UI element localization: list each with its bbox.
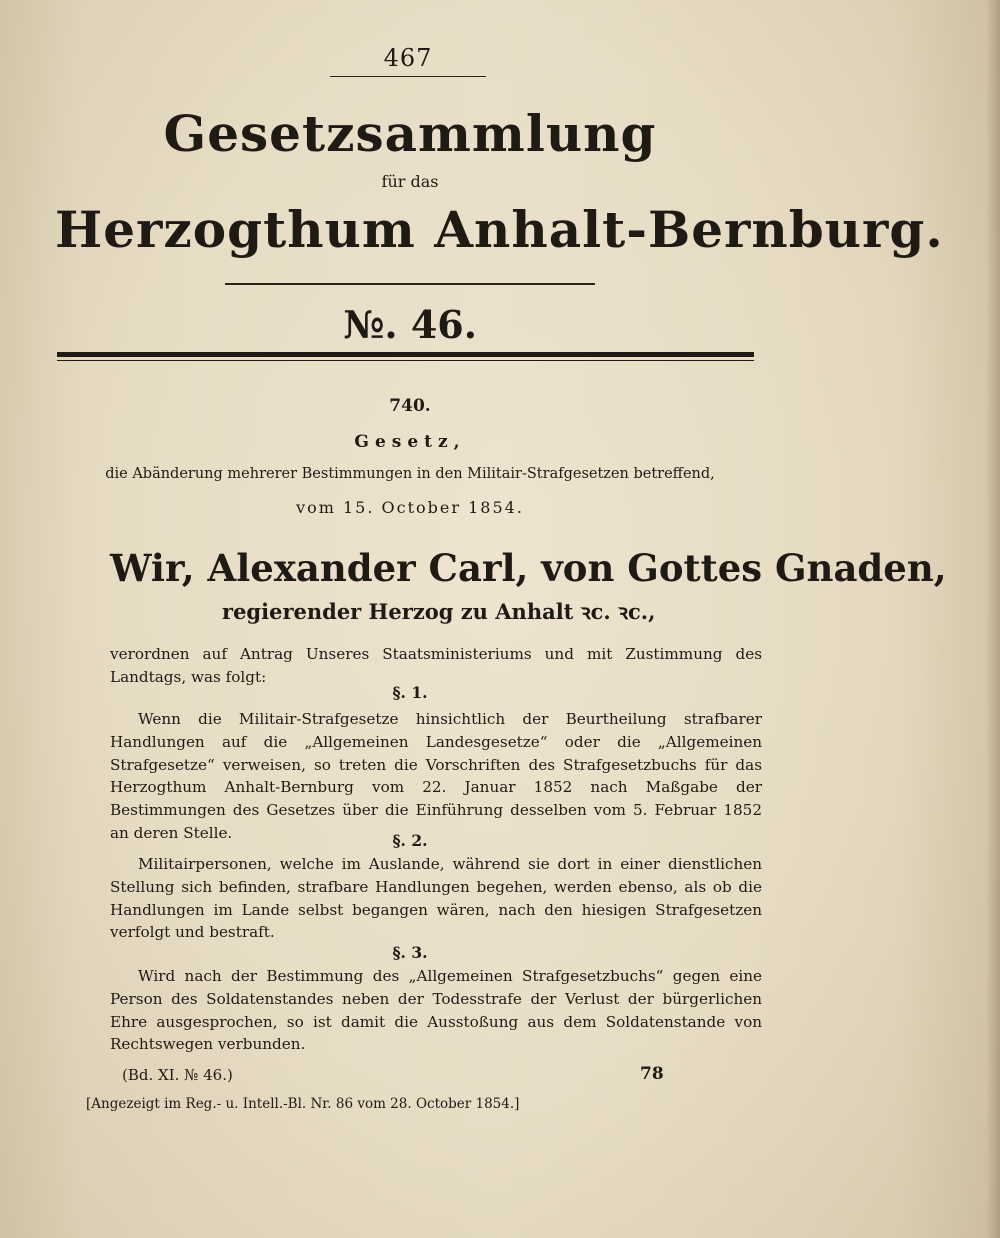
section-1-body: Wenn die Militair-Strafgesetze hinsichtlich der Beurtheilung strafbarer Handlungen auf die „Allgemeinen Landesgesetze“ oder die „Allgemeinen Strafgesetze“ verweisen, so treten die Vorschriften des Strafgesetzbuchs für das Herzogthum Anhalt-Bernburg vom 22. Januar 1852 nach Maßgabe der Bestimmungen des Gesetzes über die Einführung desselben vom 5. Februar 1852 an deren Stelle.	[110, 710, 762, 842]
publication-notice: [Angezeigt im Reg.- u. Intell.-Bl. Nr. 86 vom 28. October 1854.]	[86, 1096, 520, 1112]
title-rule	[225, 283, 595, 285]
page-number-rule	[330, 76, 486, 77]
sheet-number: 78	[640, 1064, 664, 1084]
section-2-body: Militairpersonen, welche im Auslande, während sie dort in einer dienstlichen Stellung sich befinden, strafbare Handlungen begehen, werden ebenso, als ob die Handlungen im Lande selbst begangen wären, nach den hiesigen Strafgesetzen verfolgt und bestraft.	[110, 855, 762, 942]
section-label: §. 1.	[392, 683, 428, 702]
law-heading: Gesetz,	[354, 432, 466, 452]
section-text	[110, 853, 762, 944]
duchy-title: Herzogthum Anhalt-Bernburg.	[55, 200, 944, 259]
issue-number: №. 46.	[343, 302, 477, 347]
section-text	[110, 965, 762, 1056]
law-date: vom 15. October 1854.	[296, 498, 524, 517]
law-number: 740.	[389, 396, 431, 416]
preamble-title-line: regierender Herzog zu Anhalt ꝛc. ꝛc.,	[222, 599, 656, 624]
header-divider-thick	[57, 352, 754, 357]
volume-reference: (Bd. XI. № 46.)	[122, 1066, 233, 1084]
law-subject: die Abänderung mehrerer Bestimmungen in den Militair-Strafgesetzen betreffend,	[105, 466, 715, 482]
header-divider-thin	[57, 360, 754, 361]
title-connector: für das	[381, 172, 439, 191]
preamble-intro: verordnen auf Antrag Unseres Staatsministeriums und mit Zustimmung des Landtags, was folgt:	[110, 645, 762, 686]
collection-title: Gesetzsammlung	[163, 104, 657, 163]
section-3-body: Wird nach der Bestimmung des „Allgemeinen Strafgesetzbuchs“ gegen eine Person des Soldatenstandes neben der Todesstrafe der Verlust der bürgerlichen Ehre ausgesprochen, so ist damit die Ausstoßung aus dem Soldatenstande von Rechtswegen verbunden.	[110, 967, 762, 1054]
section-label: §. 3.	[392, 943, 428, 962]
page-number: 467	[383, 44, 433, 72]
section-label: §. 2.	[392, 831, 428, 850]
preamble-sovereign-line: Wir, Alexander Carl, von Gottes Gnaden,	[110, 546, 947, 590]
section-text	[110, 708, 762, 845]
